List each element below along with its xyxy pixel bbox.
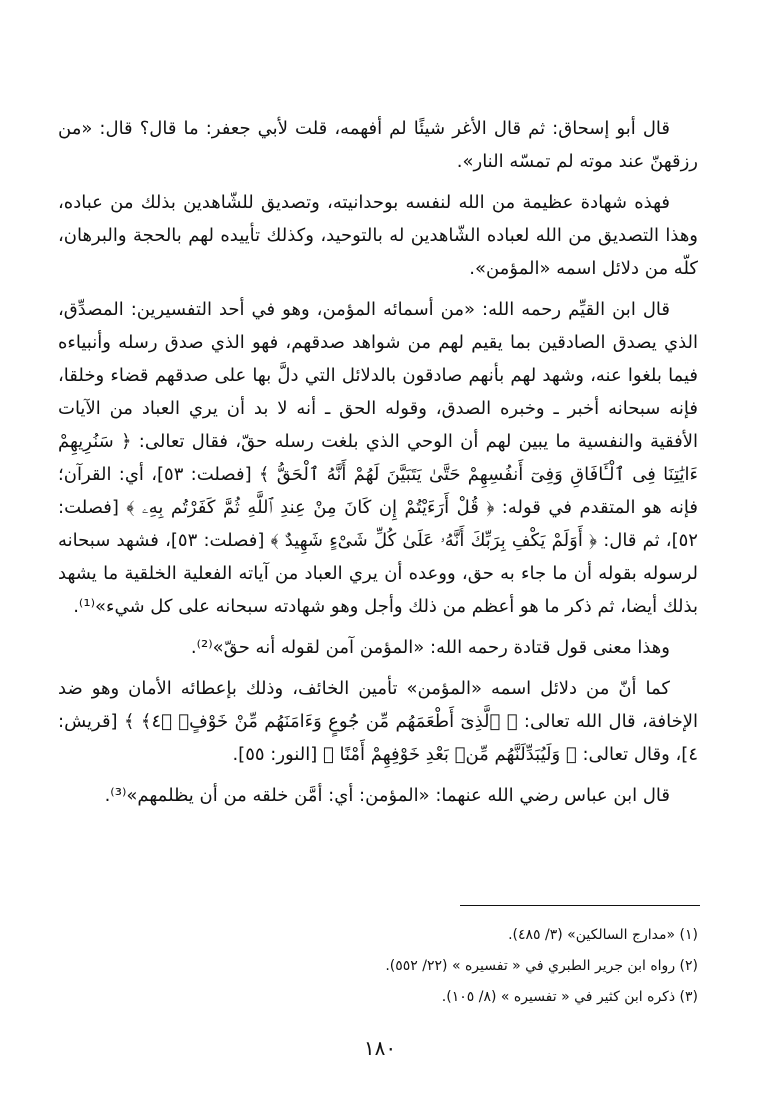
paragraph-4: وهذا معنى قول قتادة رحمه الله: «المؤمن آمن لقوله أنه حقّ»⁽²⁾.	[190, 637, 670, 658]
footnote-1: (١) «مدارج السالكين» (٣/ ٤٨٥).	[508, 927, 698, 943]
main-text	[58, 112, 698, 820]
paragraph-2: فهذه شهادة عظيمة من الله لنفسه بوحدانيته، وتصديق للشّاهدين بذلك من عباده، وهذا التصديق من الله لعباده الشّاهدين له بالتوحيد، وكذلك تأييده لهم بالحجة والبرهان، كلّه من دلائل اسمه «المؤمن».	[58, 192, 698, 279]
footnote-3: (٣) ذكره ابن كثير في « تفسيره » (٨/ ١٠٥).	[441, 989, 698, 1005]
paragraph-6: قال ابن عباس رضي الله عنهما: «المؤمن: أي: أمَّن خلقه من أن يظلمهم»⁽³⁾.	[104, 785, 670, 806]
footnote-2: (٢) رواه ابن جرير الطبري في « تفسيره » (٢٢/ ٥٥٢).	[385, 958, 698, 974]
page-number: ١٨٠	[363, 1036, 397, 1060]
paragraph-1: قال أبو إسحاق: ثم قال الأغر شيئًا لم أفهمه، قلت لأبي جعفر: ما قال؟ قال: «من رزقهنّ عند موته لم تمسّه النار».	[58, 118, 698, 172]
footnote-divider	[460, 905, 700, 906]
footnotes	[58, 920, 698, 1013]
paragraph-5: كما أنّ من دلائل اسمه «المؤمن» تأمين الخائف، وذلك بإعطائه الأمان وهو ضد الإخافة، قال الله تعالى: ﴿ ٱلَّذِىٓ أَطْعَمَهُم مِّن جُوعٍ وَءَامَنَهُم مِّنْ خَوْفٍۭ ﴿٤﴾ ﴾ [قريش: ٤]، وقال تعالى: ﴿ وَلَيُبَدِّلَنَّهُم مِّنۢ بَعْدِ خَوْفِهِمْ أَمْنًا ﴾ [النور: ٥٥].	[58, 678, 698, 765]
paragraph-3: قال ابن القيِّم رحمه الله: «من أسمائه المؤمن، وهو في أحد التفسيرين: المصدِّق، الذي يصدق الصادقين بما يقيم لهم من شواهد صدقهم، فهو الذي صدق رسله وأنبياءه فيما بلغوا عنه، وشهد لهم بأنهم صادقون بالدلائل التي دلَّ بها على صدقهم قضاء وخلقا، فإنه سبحانه أخبر ـ وخبره الصدق، وقوله الحق ـ أنه لا بد أن يري العباد من الآيات الأفقية والنفسية ما يبين لهم أن الوحي الذي بلغت رسله حقّ، فقال تعالى: ﴿ سَنُرِيهِمْ ءَايَٰتِنَا فِى ٱلْـَٔافَاقِ وَفِىٓ أَنفُسِهِمْ حَتَّىٰ يَتَبَيَّنَ لَهُمْ أَنَّهُ ٱلْحَقُّ ﴾ [فصلت: ٥٣]، أي: القرآن؛ فإنه هو المتقدم في قوله: ﴿ قُلْ أَرَءَيْتُمْ إِن كَانَ مِنْ عِندِ ٱللَّهِ ثُمَّ كَفَرْتُم بِهِۦ ﴾ [فصلت: ٥٢]، ثم قال: ﴿ أَوَلَمْ يَكْفِ بِرَبِّكَ أَنَّهُۥ عَلَىٰ كُلِّ شَىْءٍ شَهِيدٌ ﴾ [فصلت: ٥٣]، فشهد سبحانه لرسوله بقوله أن ما جاء به حق، ووعده أن يري العباد من آياته الفعلية الخلقية ما يشهد بذلك أيضا، ثم ذكر ما هو أعظم من ذلك وأجل وهو شهادته سبحانه على كل شيء»⁽¹⁾.	[58, 299, 698, 617]
